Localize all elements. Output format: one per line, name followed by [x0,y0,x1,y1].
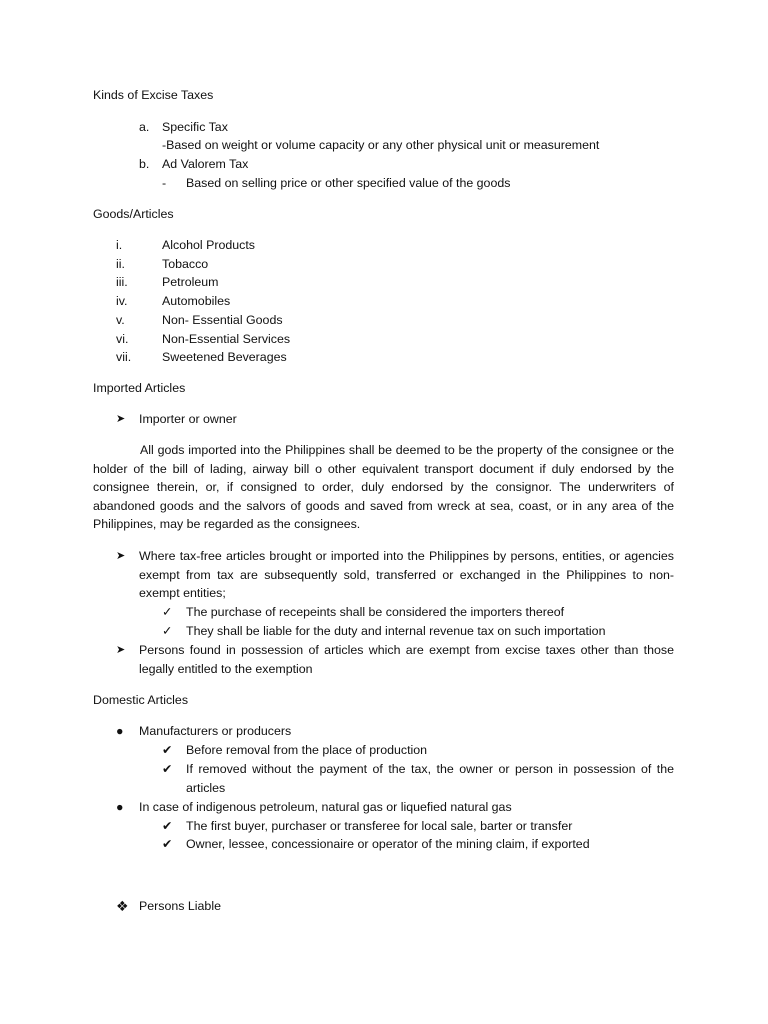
list-marker: v. [116,313,125,327]
list-item: They shall be liable for the duty and internal revenue tax on such importation [186,624,606,638]
list-item: The purchase of recepeints shall be considered the importers thereof [186,605,565,619]
arrow-bullet-icon: ➤ [116,413,126,425]
list-item: Ad Valorem Tax [162,157,249,171]
list-marker: b. [139,157,150,171]
list-item: In case of indigenous petroleum, natural gas or liquefied natural gas [139,800,512,814]
list-item: Owner, lessee, concessionaire or operator of the mining claim, if exported [186,837,590,851]
list-marker: ii. [116,257,125,271]
list-item: Where tax-free articles brought or imported into the Philippines by persons, entities, or agencies exempt from tax are subsequently sold, transferred or exchanged in the Philippines to non-exempt entities; [139,549,674,601]
paragraph-text: All gods imported into the Philippines shall be deemed to be the property of the consignee or the holder of the bill of lading, airway bill o other equivalent transport document if duly endorsed by the consignee therein, or, if consigned to order, duly endorsed by the consignor. The underwriters of abandoned goods and the salvors of goods and saved from wreck at sea, coast, or in any area of the Philippines, may be regarded as the consignees. [93,443,674,532]
list-item: If removed without the payment of the tax, the owner or person in possession of the articles [186,762,674,795]
arrow-bullet-icon: ➤ [116,550,126,562]
list-marker: vii. [116,350,132,364]
list-item-detail: -Based on weight or volume capacity or any other physical unit or measurement [162,138,600,152]
list-marker: iii. [116,275,128,289]
list-marker: - [162,176,167,190]
kinds-heading: Kinds of Excise Taxes [93,88,214,102]
dot-bullet-icon: ● [116,724,124,738]
list-item: Petroleum [162,275,219,289]
list-item: The first buyer, purchaser or transferee for local sale, barter or transfer [186,819,573,833]
list-marker: vi. [116,332,129,346]
dot-bullet-icon: ● [116,800,124,814]
list-item: Before removal from the place of production [186,743,428,757]
imported-paragraph [93,441,674,534]
list-marker: a. [139,120,150,134]
list-item: Tobacco [162,257,209,271]
check-bullet-icon: ✓ [162,605,173,619]
domestic-heading: Domestic Articles [93,693,189,707]
list-item: Manufacturers or producers [139,724,292,738]
list-item: Specific Tax [162,120,228,134]
imported-heading: Imported Articles [93,381,186,395]
list-item: Non- Essential Goods [162,313,283,327]
list-marker: i. [116,238,123,252]
list-item: Non-Essential Services [162,332,291,346]
list-item: Persons found in possession of articles which are exempt from excise taxes other than those legally entitled to the exemption [139,643,674,676]
goods-heading: Goods/Articles [93,207,174,221]
persons-liable-heading: Persons Liable [139,899,221,913]
list-item: Automobiles [162,294,231,308]
diamond-bullet-icon: ❖ [116,898,129,914]
list-marker: iv. [116,294,128,308]
arrow-bullet-icon: ➤ [116,644,126,656]
check-bullet-icon: ✓ [162,624,173,638]
check-bullet-icon: ✔ [162,762,173,776]
check-bullet-icon: ✔ [162,837,173,851]
check-bullet-icon: ✔ [162,819,173,833]
list-item: Alcohol Products [162,238,255,252]
list-item: Importer or owner [139,412,237,426]
check-bullet-icon: ✔ [162,743,173,757]
list-item-detail: Based on selling price or other specified value of the goods [186,176,511,190]
list-item: Sweetened Beverages [162,350,287,364]
